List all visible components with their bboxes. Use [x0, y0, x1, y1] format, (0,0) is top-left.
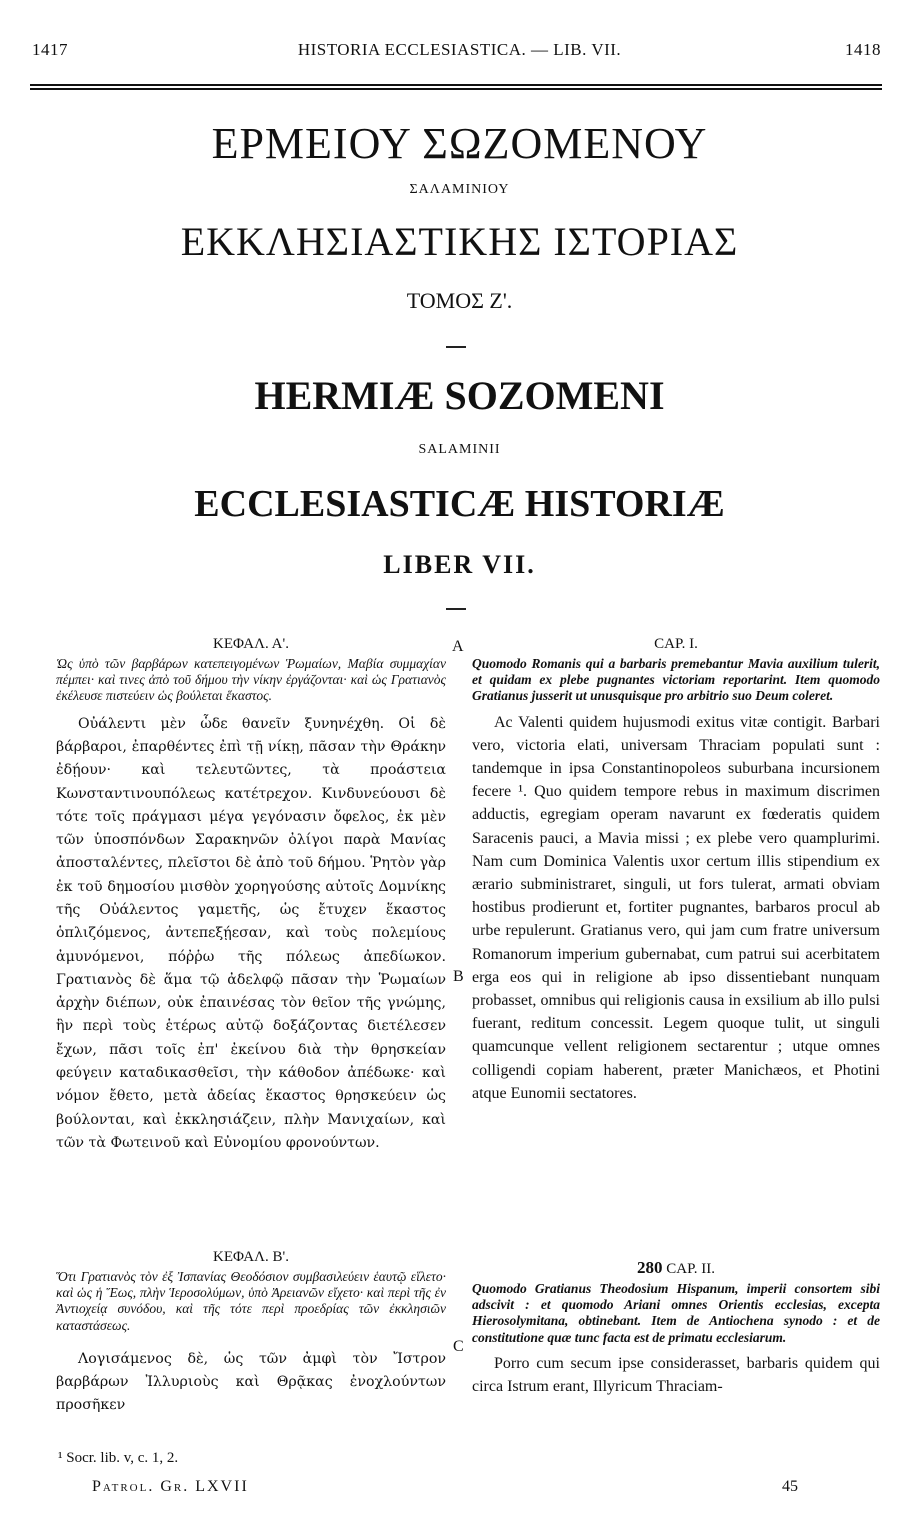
greek-cap1-text: Οὐάλεντι μὲν ὧδε θανεῖν ξυνηνέχθη. Οἱ δὲ βάρβαροι, ἐπαρθέντες ἐπὶ τῇ νίκῃ, πᾶσαν τὴν Θράκην ἐδῄουν· καὶ τελευτῶντες, τὰ προάστεια Κωνσταντινουπόλεως κατέτρεχον. Κινδυνεύουσι δὲ τότε τοῖς πράγμασι μέγα γεγόνασιν ὄφελος, ἐκ μὲν τῶν ὑποσπόνδων Σαρακηνῶν ὀλίγοι παρὰ Μανίας ἀποσταλέντες, πλεῖστοι δὲ ἀπὸ τοῦ δήμου. Ῥητὸν γὰρ ἐκ τοῦ δημοσίου μισθὸν χορηγούσης αὐτοῖς Δομνίκης τῆς Οὐάλεντος γαμετῆς, ὡς ἔτυχεν ἕκαστος ὁπλιζόμενος, ἀντεπεξῄεσαν, καὶ τοὺς πολεμίους ἀμυνόμενοι, πόῤῥω τῆς πόλεως ἀπεδίωκον. Γρατιανὸς δὲ ἅμα τῷ ἀδελφῷ πᾶσαν τὴν Ῥωμαίων ἀρχὴν διέπων, οὐκ ἐπαινέσας τὸν θεῖον τῆς γνώμης, ἣν περὶ τοὺς ἑτέρως αὐτῷ δοξάζοντας διετέλεσεν ἔχων, πᾶσι τοῖς ἐπ' ἐκείνου διὰ τὴν θρησκείαν φεύγειν καταδικασθεῖσι, τὴν κάθοδον ἀπέδωκε· καὶ νόμον ἔθετο, μετὰ ἀδείας ἕκαστος θρησκεύειν ὡς βούλονται, καὶ ἐκκλησιάζειν, πλὴν Μανιχαίων, καὶ τῶν τὰ Φωτεινοῦ καὶ Εὐνομίου φρονούντων. — [56, 715, 446, 1151]
header-rule-bottom — [30, 88, 882, 90]
latin-cap2-header-line — [472, 1258, 880, 1279]
greek-cap2-summary: Ὅτι Γρατιανὸς τὸν ἐξ Ἰσπανίας Θεοδόσιον συμβασιλεύειν ἑαυτῷ εἵλετο· καὶ ὡς ἡ Ἕως, πλὴν Ἱεροσολύμων, ὑπὸ Ἀρειανῶν εἴχετο· καὶ περὶ τῆς ἐν Ἀντιοχείᾳ συνόδου, καὶ τῆς τότε περὶ προεδρίας τῶν ἐκκλησιῶν καταστάσεως. — [56, 1269, 446, 1333]
latin-volume: LIBER VII. — [383, 550, 536, 579]
margin-letter-c: C — [453, 1338, 464, 1355]
latin-column — [472, 634, 880, 1105]
greek-cap1-summary: Ὡς ὑπὸ τῶν βαρβάρων κατεπειγομένων Ῥωμαίων, Μαβία συμμαχίαν πέμπει· καὶ τινες ἀπὸ τοῦ δήμου τὴν νίκην ἐργάζονται· καὶ ὡς Γρατιανὸς ἐκέλευσε πιστεύειν ὡς βούλεται ἕκαστος. — [56, 656, 446, 704]
greek-cap2-text: Λογισάμενος δὲ, ὡς τῶν ἀμφὶ τὸν Ἴστρον βαρβάρων Ἰλλυριοὺς καὶ Θρᾷκας ἐνοχλούντων προσῆκεν — [56, 1350, 446, 1414]
latin-author-title: HERMIÆ SOZOMENI — [254, 373, 665, 418]
margin-letter-a: A — [452, 638, 464, 655]
running-title: HISTORIA ECCLESIASTICA. — LIB. VII. — [297, 40, 622, 59]
marginal-page-number: 280 — [636, 1258, 663, 1277]
greek-origin: ΣΑΛΑΜΙΝΙΟΥ — [409, 182, 510, 197]
greek-cap2-heading: ΚΕΦΑΛ. Β'. — [213, 1249, 289, 1265]
latin-cap2-text: Porro cum secum ipse considerasset, barbaris quidem qui circa Istrum erant, Illyricum Thraciam- — [472, 1354, 880, 1396]
latin-column-cap2 — [472, 1258, 880, 1398]
latin-cap1-text: Ac Valenti quidem hujusmodi exitus vitæ contigit. Barbari vero, victoria elati, universam Thraciam populati sunt : tandemque in ipsa Constantinopoleos suburbana incursionem fecere ¹. Quo quidem tempore rebus in maximum discrimen adductis, egregiam operam navarunt ex fœderatis quidem Saracenis pauci, a Mavia missi ; ex plebe vero quamplurimi. Nam cum Dominica Valentis uxor certum illis stipendium ex ærario subministraret, singuli, ut fors tulerat, armati obviam hostibus prodierunt et, fortiter pugnantes, barbaros procul ab urbe repulerunt. Gratianus vero, qui jam cum fratre universum Romanorum imperium gubernabat, cum patrui sui acerbitatem erga eos qui in religione ab ipso dissentiebant nunquam probasset, omnibus qui religionis causa in exsilium ab illo pulsi fuerant, reditum concessit. Legem quoque tulit, ut singuli quamcunque vellent religionem sectarentur ; utque omnes colligendi copiam haberent, præter Manichæos, et Photini atque Eunomii sectatores. — [472, 713, 880, 1102]
greek-cap1-heading: ΚΕΦΑΛ. Α'. — [213, 636, 289, 652]
title-separator — [446, 346, 466, 348]
page-foot-number: 45 — [782, 1478, 798, 1495]
greek-volume: ΤΟΜΟΣ Ζ'. — [406, 288, 513, 313]
greek-column — [56, 634, 446, 1155]
greek-column-cap2 — [56, 1247, 446, 1418]
latin-cap2-heading: CAP. II. — [666, 1261, 715, 1277]
right-page-number: 1418 — [845, 40, 881, 59]
latin-work-title: ECCLESIASTICÆ HISTORIÆ — [194, 483, 725, 525]
title-separator-2 — [446, 608, 466, 610]
latin-cap2-summary: Quomodo Gratianus Theodosium Hispanum, imperii consortem sibi adscivit : et quomodo Ariani omnes Orientis ecclesias, excepta Hierosolymitana, obtinebant. Item de Antiochena synodo : et de constitutione quæ tunc facta est de primatu ecclesiarum. — [472, 1281, 880, 1345]
header-rule-top — [30, 84, 882, 86]
greek-author-title: ΕΡΜΕΙΟΥ ΣΩΖΟΜΕΝΟΥ — [211, 119, 708, 168]
footnote: ¹ Socr. lib. v, c. 1, 2. — [58, 1450, 179, 1466]
greek-work-title: ΕΚΚΛΗΣΙΑΣΤΙΚΗΣ ΙΣΤΟΡΙΑΣ — [180, 219, 739, 264]
signature-mark: Patrol. Gr. LXVII — [92, 1478, 249, 1495]
latin-cap1-heading: CAP. I. — [654, 636, 698, 652]
latin-origin: SALAMINII — [418, 442, 501, 457]
left-page-number: 1417 — [32, 40, 68, 59]
latin-cap1-summary: Quomodo Romanis qui a barbaris premebantur Mavia auxilium tulerit, et quidam ex plebe pugnantes victoriam reportarint. Item quomodo Gratianus jusserit ut unusquisque pro arbitrio suo Deum coleret. — [472, 656, 880, 704]
running-head — [0, 0, 919, 90]
margin-letter-b: B — [453, 968, 464, 985]
